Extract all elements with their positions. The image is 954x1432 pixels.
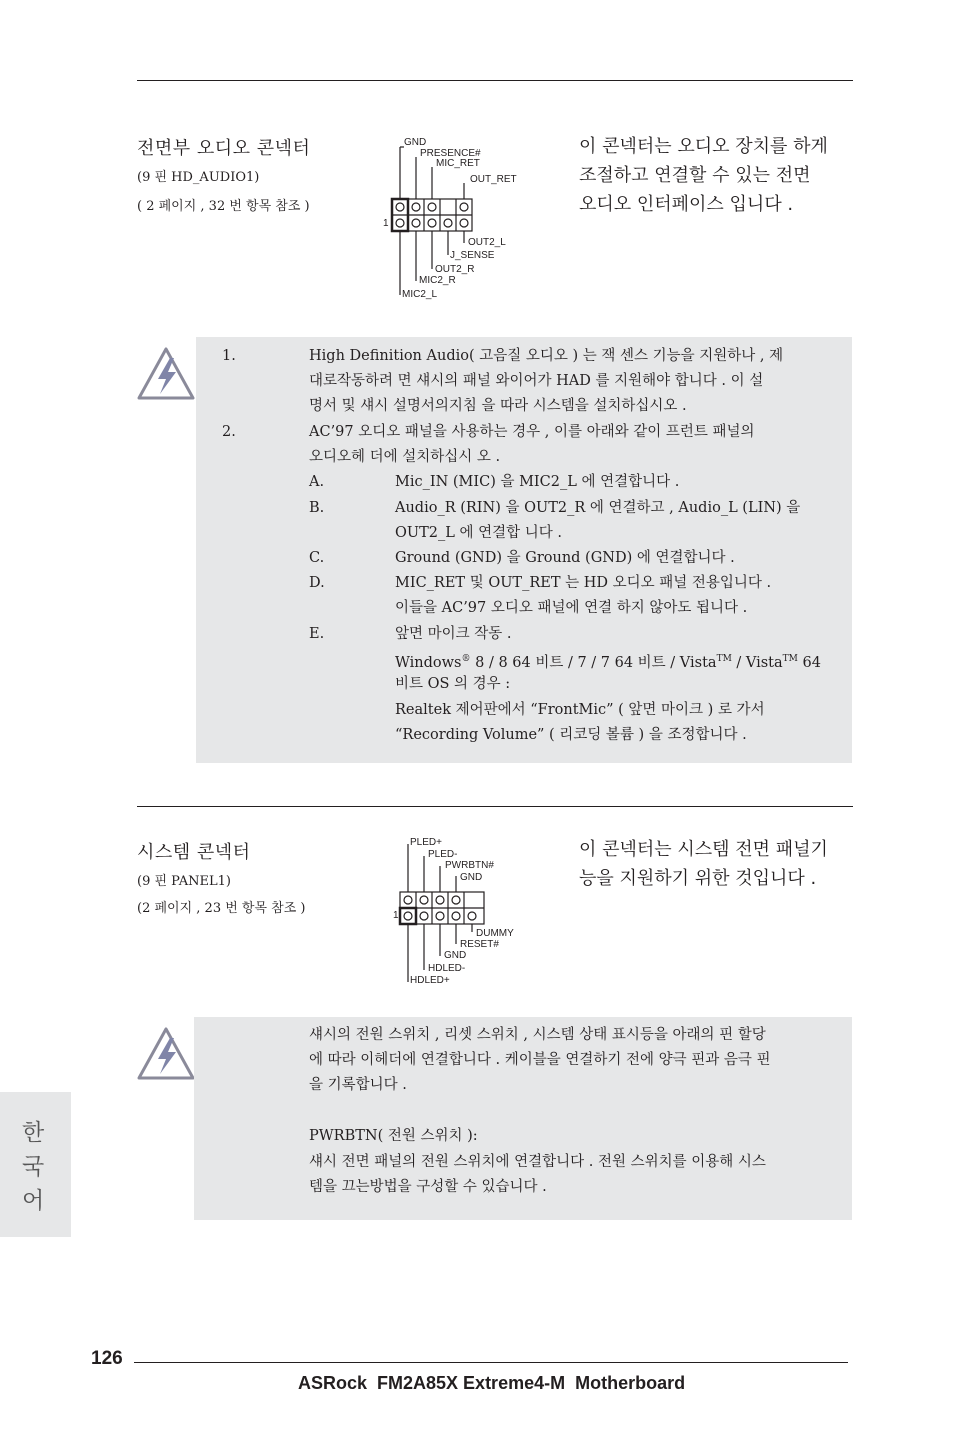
pin-label-pled-plus: PLED+ <box>410 837 442 848</box>
side-tab-char: 어 <box>22 1188 45 1214</box>
language-side-tab <box>0 1092 71 1237</box>
section2-pin-info: (9 핀 PANEL1) <box>137 874 231 889</box>
pin-label-pled-minus: PLED- <box>428 849 458 860</box>
side-tab-char: 국 <box>22 1154 45 1180</box>
warning-icon <box>136 1026 196 1086</box>
section1-pin-info: (9 핀 HD_AUDIO1) <box>137 170 260 185</box>
item-text: 앞면 마이크 작동 . <box>395 626 512 642</box>
pin-one-marker: 1 <box>393 910 399 921</box>
item-letter: A. <box>309 474 325 490</box>
warning-icon <box>136 346 196 406</box>
note-line: High Definition Audio( 고음질 오디오 ) 는 잭 센스 기능을 지원하나 , 제 <box>309 348 784 364</box>
panel-header-diagram <box>388 836 528 988</box>
item-text: MIC_RET 및 OUT_RET 는 HD 오디오 패널 전용입니다 . <box>395 575 772 591</box>
section2-description <box>579 835 828 893</box>
note-number: 2. <box>222 424 236 440</box>
os-versions: 64 <box>797 654 821 671</box>
desc-line: 이 콘넥터는 시스템 전면 패널기 <box>579 839 828 860</box>
note-line: PWRBTN( 전원 스위치 ): <box>309 1128 478 1144</box>
trademark: TM <box>782 654 798 664</box>
pin-label-gnd: GND <box>404 137 427 148</box>
section1-title: 전면부 오디오 콘넥터 <box>137 138 311 159</box>
page-number: 126 <box>91 1348 123 1369</box>
note-line: 템을 끄는방법을 구성할 수 있습니다 . <box>309 1179 547 1195</box>
hd-audio-header-diagram <box>380 135 540 305</box>
section2-page-ref: (2 페이지 , 23 번 항목 참조 ) <box>137 901 306 916</box>
os-versions: 8 / 8 64 비트 / 7 / 7 64 비트 / Vista <box>470 654 717 671</box>
pin-label-pwrbtn: PWRBTN# <box>445 860 494 871</box>
note-line: 명서 및 섀시 설명서의지침 을 따라 시스템을 설치하십시오 . <box>309 398 687 414</box>
pin-label-reset: RESET# <box>460 939 499 950</box>
pin-label-out-ret: OUT_RET <box>470 174 517 185</box>
pin-label-hdled-minus: HDLED- <box>428 963 466 974</box>
pin-label-gnd: GND <box>460 872 483 883</box>
top-rule <box>137 80 853 81</box>
pin-label-presence: PRESENCE# <box>420 148 481 159</box>
pin-label-out2-r: OUT2_R <box>435 264 475 275</box>
pin-label-out2-l: OUT2_L <box>468 237 506 248</box>
note-line: 을 기록합니다 . <box>309 1077 407 1093</box>
item-text: Realtek 제어판에서 “FrontMic” ( 앞면 마이크 ) 로 가서 <box>395 702 765 718</box>
item-text: Ground (GND) 을 Ground (GND) 에 연결합니다 . <box>395 550 735 566</box>
item-text: 이들을 AC’97 오디오 패널에 연결 하지 않아도 됩니다 . <box>395 600 748 616</box>
note-number: 1. <box>222 348 236 364</box>
pin-one-marker: 1 <box>383 218 389 229</box>
os-name: Windows <box>395 654 462 671</box>
footer-title: ASRock FM2A85X Extreme4-M Motherboard <box>298 1373 686 1393</box>
note-line: 섀시의 전원 스위치 , 리셋 스위치 , 시스템 상태 표시등을 아래의 핀 할당 <box>309 1027 766 1043</box>
footer-rule <box>134 1362 848 1363</box>
trademark: TM <box>716 654 732 664</box>
note-line: 섀시 전면 패널의 전원 스위치에 연결합니다 . 전원 스위치를 이용해 시스 <box>309 1154 766 1170</box>
item-letter: D. <box>309 575 325 591</box>
middle-rule <box>137 806 853 807</box>
item-text: Audio_R (RIN) 을 OUT2_R 에 연결하고 , Audio_L (LIN) 을 <box>395 500 801 516</box>
os-versions: / Vista <box>731 654 783 671</box>
pin-label-mic2-l: MIC2_L <box>402 289 438 300</box>
desc-line: 능을 지원하기 위한 것입니다 . <box>579 868 817 889</box>
note-line: 대로작동하려 면 섀시의 패널 와이어가 HAD 를 지원해야 합니다 . 이 설 <box>309 373 764 389</box>
pin-label-dummy: DUMMY <box>476 928 514 939</box>
side-tab-char: 한 <box>22 1120 45 1146</box>
desc-line: 이 콘넥터는 오디오 장치를 하게 <box>579 136 828 157</box>
item-text: 비트 OS 의 경우 : <box>395 676 511 692</box>
pin-label-j-sense: J_SENSE <box>450 250 495 261</box>
registered-mark: ® <box>461 654 471 664</box>
desc-line: 조절하고 연결할 수 있는 전면 <box>579 165 811 186</box>
pin-label-hdled-plus: HDLED+ <box>410 975 450 986</box>
item-text: Mic_IN (MIC) 을 MIC2_L 에 연결합니다 . <box>395 474 680 490</box>
desc-line: 오디오 인터페이스 입니다 . <box>579 194 794 215</box>
item-letter: B. <box>309 500 325 516</box>
section1-page-ref: ( 2 페이지 , 32 번 항목 참조 ) <box>137 199 310 214</box>
note-line: 에 따라 이헤더에 연결합니다 . 케이블을 연결하기 전에 양극 핀과 음극 핀 <box>309 1052 771 1068</box>
pin-label-mic2-r: MIC2_R <box>419 275 456 286</box>
item-text: OUT2_L 에 연결합 니다 . <box>395 525 562 541</box>
item-text: “Recording Volume” ( 리코딩 볼륨 ) 을 조정합니다 . <box>395 727 747 743</box>
note-line: 오디오헤 더에 설치하십시 오 . <box>309 449 501 465</box>
item-letter: C. <box>309 550 325 566</box>
pin-label-mic-ret: MIC_RET <box>436 158 480 169</box>
pin-label-gnd: GND <box>444 950 467 961</box>
section2-title: 시스템 콘넥터 <box>137 842 251 863</box>
item-letter: E. <box>309 626 325 642</box>
section1-description <box>579 132 828 219</box>
note-line: AC’97 오디오 패널을 사용하는 경우 , 이를 아래와 같이 프런트 패널의 <box>309 424 755 440</box>
